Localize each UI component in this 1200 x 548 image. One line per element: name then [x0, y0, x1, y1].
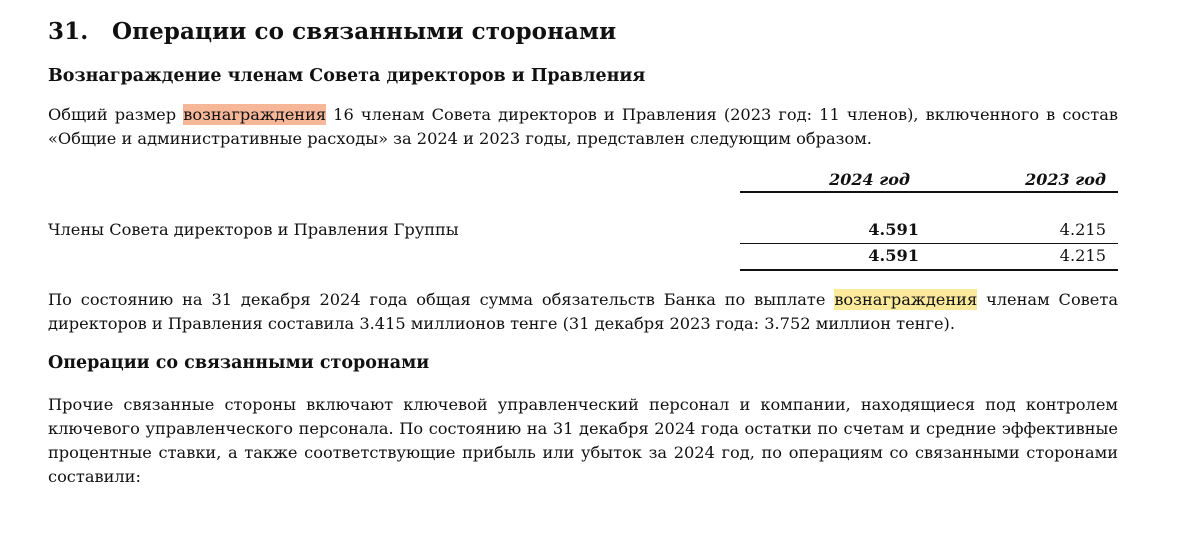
paragraph-related-parties: Прочие связанные стороны включают ключевой управленческий персонал и компании, находящиеся под контролем ключевого управленческого персонала. По состоянию на 31 декабря 2024 года остатки по счетам и средние эффективные процентные ставки, а также соответствующие прибыль или убыток за 2024 год, по операциям со связанными сторонами составили:	[48, 395, 1118, 486]
search-highlight: вознаграждения	[834, 290, 978, 309]
paragraph-remuneration-liabilities	[48, 288, 1118, 336]
section-heading	[48, 18, 616, 45]
section-number: 31.	[48, 18, 89, 45]
paragraph-text: По состоянию на 31 декабря 2024 года общая сумма обязательств Банка по выплате	[48, 290, 835, 309]
column-header-2024: 2024 год	[829, 170, 910, 189]
paragraph-remuneration-intro	[48, 103, 1118, 151]
section-title: Операции со связанными сторонами	[112, 18, 617, 45]
table-total-2024: 4.591	[868, 246, 919, 265]
total-double-rule	[740, 269, 1118, 271]
subsection-heading-related-parties: Операции со связанными сторонами	[48, 353, 430, 373]
remuneration-table	[48, 166, 1118, 276]
paragraph-text: 16 членам Совета директоров и Правления (2023 год: 11 членов), включенного в состав «Общие и административные расходы» за 2024 и 2023 годы, представлен следующим образом.	[48, 105, 1118, 148]
table-cell-2024: 4.591	[868, 220, 919, 239]
subsection-heading-remuneration: Вознаграждение членам Совета директоров и Правления	[48, 66, 646, 86]
column-header-2023: 2023 год	[1025, 170, 1106, 189]
header-rule	[740, 191, 1118, 193]
search-highlight-current: вознаграждения	[183, 105, 327, 124]
table-row-label: Члены Совета директоров и Правления Группы	[48, 220, 459, 239]
paragraph-text: Общий размер	[48, 105, 184, 124]
subtotal-rule	[740, 243, 1118, 244]
table-cell-2023: 4.215	[1059, 220, 1106, 239]
table-total-2023: 4.215	[1059, 246, 1106, 265]
paragraph-text: членам Совета директоров и Правления составила 3.415 миллионов тенге (31 декабря 2023 года: 3.752 миллион тенге).	[48, 290, 1118, 333]
